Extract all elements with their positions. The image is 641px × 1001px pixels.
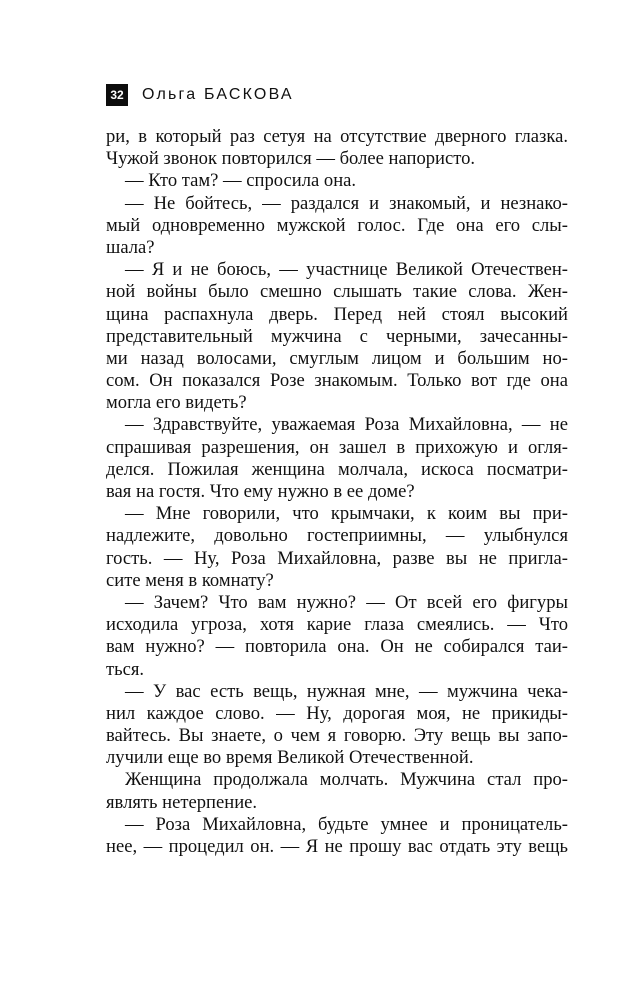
text-line: — Зачем? Что вам нужно? — От всей его фигуры	[125, 591, 568, 613]
text-line: щина распахнула дверь. Перед ней стоял высокий	[106, 303, 568, 325]
text-line: сом. Он показался Розе знакомым. Только вот где она	[106, 370, 568, 392]
text-line: лучили еще во время Великой Отечественной.	[106, 747, 474, 769]
text-line: представительный мужчина с черными, зачесанны-	[106, 325, 568, 347]
text-line: мый одновременно мужской голос. Где она его слы-	[106, 214, 568, 236]
text-line: — Кто там? — спросила она.	[125, 170, 357, 192]
text-line: вам нужно? — повторила она. Он не собирался таи-	[106, 636, 568, 658]
page-header	[106, 84, 294, 106]
text-line: являть нетерпение.	[106, 791, 258, 813]
text-line: ри, в который раз сетуя на отсутствие дверного глазка.	[106, 126, 568, 147]
text-line: ной войны было смешно слышать такие слова. Жен-	[106, 281, 568, 303]
text-line: ться.	[106, 658, 145, 680]
text-line: — Здравствуйте, уважаемая Роза Михайловна, — не	[125, 414, 568, 436]
text-line: нил каждое слово. — Ну, дорогая моя, не прикиды-	[106, 702, 568, 724]
text-line: вайтесь. Вы знаете, о чем я говорю. Эту вещь вы запо-	[106, 725, 568, 747]
text-line: надлежите, довольно гостеприимны, — улыбнулся	[106, 525, 568, 547]
text-line: — Не бойтесь, — раздался и знакомый, и незнако-	[125, 192, 568, 214]
running-head: Ольга БАСКОВА	[142, 86, 294, 103]
text-line: — Роза Михайловна, будьте умнее и проницатель-	[125, 813, 568, 835]
text-line: — У вас есть вещь, нужная мне, — мужчина чека-	[125, 680, 568, 702]
text-line: нее, — процедил он. — Я не прошу вас отдать эту вещь	[106, 836, 568, 857]
text-line: исходила угроза, хотя карие глаза смеялись. — Что	[106, 614, 568, 636]
text-line: — Мне говорили, что крымчаки, к коим вы при-	[125, 503, 568, 525]
text-line: Чужой звонок повторился — более напористо.	[106, 148, 476, 170]
text-line: делся. Пожилая женщина молчала, искоса посматри-	[106, 458, 568, 480]
text-line: могла его видеть?	[106, 392, 247, 414]
text-line: ми назад волосами, смуглым лицом и большим но-	[106, 347, 568, 369]
text-line: шала?	[106, 236, 155, 258]
text-line: гость. — Ну, Роза Михайловна, разве вы не пригла-	[106, 547, 568, 569]
page-number: 32	[106, 84, 128, 106]
text-line: спрашивая разрешения, он зашел в прихожую и огля-	[106, 436, 568, 458]
text-line: Женщина продолжала молчать. Мужчина стал про-	[125, 769, 568, 791]
text-line: сите меня в комнату?	[106, 569, 274, 591]
text-line: вая на гостя. Что ему нужно в ее доме?	[106, 481, 415, 502]
body-text	[106, 126, 568, 858]
text-line: — Я и не боюсь, — участнице Великой Отечествен-	[125, 259, 568, 281]
